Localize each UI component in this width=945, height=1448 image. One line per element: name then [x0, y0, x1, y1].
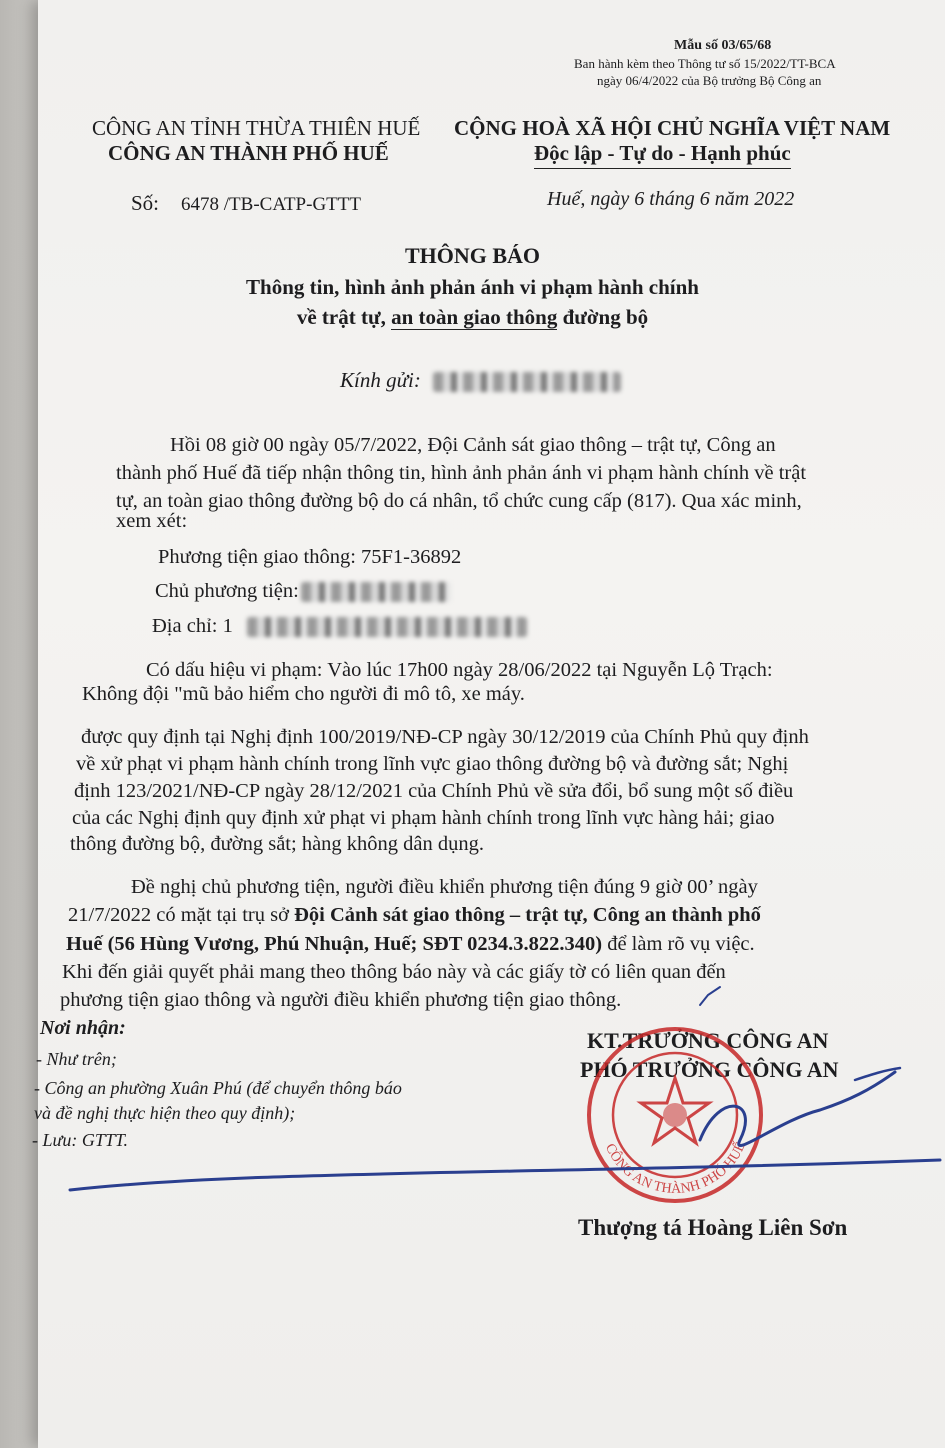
recipient-item: - Như trên;	[36, 1049, 117, 1069]
signer-name: Thượng tá Hoàng Liên Sơn	[578, 1215, 848, 1240]
seal-text: CÔNG AN THÀNH PHỐ HUẾ	[601, 1140, 749, 1197]
address-label: Địa chỉ: 1	[152, 615, 233, 637]
owner-label: Chủ phương tiện:	[155, 580, 299, 602]
subtitle-part: đường bộ	[557, 305, 649, 329]
regulation-line: về xử phạt vi phạm hành chính trong lĩnh vực giao thông đường bộ và đường sắt; Nghị	[76, 753, 789, 775]
violation-line: Không đội "mũ bảo hiểm cho người đi mô tô, xe máy.	[82, 683, 525, 705]
request-line: Khi đến giải quyết phải mang theo thông báo này và các giấy tờ có liên quan đến	[62, 961, 726, 983]
regulation-line: định 123/2021/NĐ-CP ngày 28/12/2021 của Chính Phủ về sửa đổi, bổ sung một số điều	[74, 780, 794, 802]
regulation-line: thông đường bộ, đường sắt; hàng không dân dụng.	[70, 833, 485, 855]
agency-line2: CÔNG AN THÀNH PHỐ HUẾ	[108, 141, 389, 165]
document-number-value: 6478 /TB-CATP-GTTT	[181, 194, 361, 215]
agency-line1: CÔNG AN TỈNH THỪA THIÊN HUẾ	[92, 116, 421, 140]
intro-line: xem xét:	[116, 510, 188, 532]
form-reference-line2: ngày 06/4/2022 của Bộ trưởng Bộ Công an	[597, 73, 822, 88]
recipient-item: - Công an phường Xuân Phú (để chuyển thông báo	[34, 1078, 402, 1098]
subtitle-underlined: an toàn giao thông	[391, 305, 558, 329]
request-line: phương tiện giao thông và người điều khiển phương tiện giao thông.	[60, 989, 622, 1011]
document-title: THÔNG BÁO	[404, 243, 541, 268]
recipient-item: - Lưu: GTTT.	[32, 1130, 129, 1150]
violation-line: Có dấu hiệu vi phạm: Vào lúc 17h00 ngày 28/06/2022 tại Nguyễn Lộ Trạch:	[146, 659, 773, 681]
form-number: Mẫu số 03/65/68	[674, 38, 772, 53]
intro-line: thành phố Huế đã tiếp nhận thông tin, hình ảnh phản ánh vi phạm hành chính về trật	[116, 462, 807, 484]
request-text: để làm rõ vụ việc.	[602, 933, 755, 955]
request-text-bold: Huế (56 Hùng Vương, Phú Nhuận, Huế; SĐT 0234.3.822.340)	[66, 933, 603, 955]
date-line: Huế, ngày 6 tháng 6 năm 2022	[547, 188, 795, 210]
nation-motto: Độc lập - Tự do - Hạnh phúc	[534, 141, 791, 169]
vehicle-plate-line: Phương tiện giao thông: 75F1-36892	[158, 546, 462, 568]
handwritten-signature	[70, 987, 940, 1190]
salutation-label: Kính gửi:	[340, 368, 421, 392]
document-subtitle-line1: Thông tin, hình ảnh phản ánh vi phạm hành chính	[246, 275, 699, 299]
intro-line: tự, an toàn giao thông đường bộ do cá nhân, tổ chức cung cấp (817). Qua xác minh,	[116, 490, 802, 512]
regulation-line: của các Nghị định quy định xử phạt vi phạm hành chính trong lĩnh vực hàng hải; giao	[72, 807, 775, 829]
subtitle-part: về trật tự,	[296, 305, 392, 329]
request-text: 21/7/2022 có mặt tại trụ sở	[68, 904, 295, 926]
request-text-bold: Đội Cảnh sát giao thông – trật tự, Công an thành phố	[294, 904, 761, 926]
official-seal	[589, 1029, 761, 1201]
regulation-line: được quy định tại Nghị định 100/2019/NĐ-CP ngày 30/12/2019 của Chính Phủ quy định	[81, 726, 809, 748]
form-reference-line1: Ban hành kèm theo Thông tư số 15/2022/TT-BCA	[574, 56, 836, 71]
document-number-label: Số:	[131, 191, 160, 215]
signature-title-line2: PHÓ TRƯỞNG CÔNG AN	[580, 1057, 839, 1082]
recipient-item: và đề nghị thực hiện theo quy định);	[34, 1103, 296, 1123]
signature-title-line1: KT.TRƯỞNG CÔNG AN	[587, 1028, 829, 1053]
nation-line1: CỘNG HOÀ XÃ HỘI CHỦ NGHĨA VIỆT NAM	[454, 116, 891, 140]
recipients-heading: Nơi nhận:	[40, 1017, 126, 1039]
request-line: Đề nghị chủ phương tiện, người điều khiển phương tiện đúng 9 giờ 00’ ngày	[131, 876, 758, 898]
intro-line: Hồi 08 giờ 00 ngày 05/7/2022, Đội Cảnh sát giao thông – trật tự, Công an	[170, 434, 776, 456]
